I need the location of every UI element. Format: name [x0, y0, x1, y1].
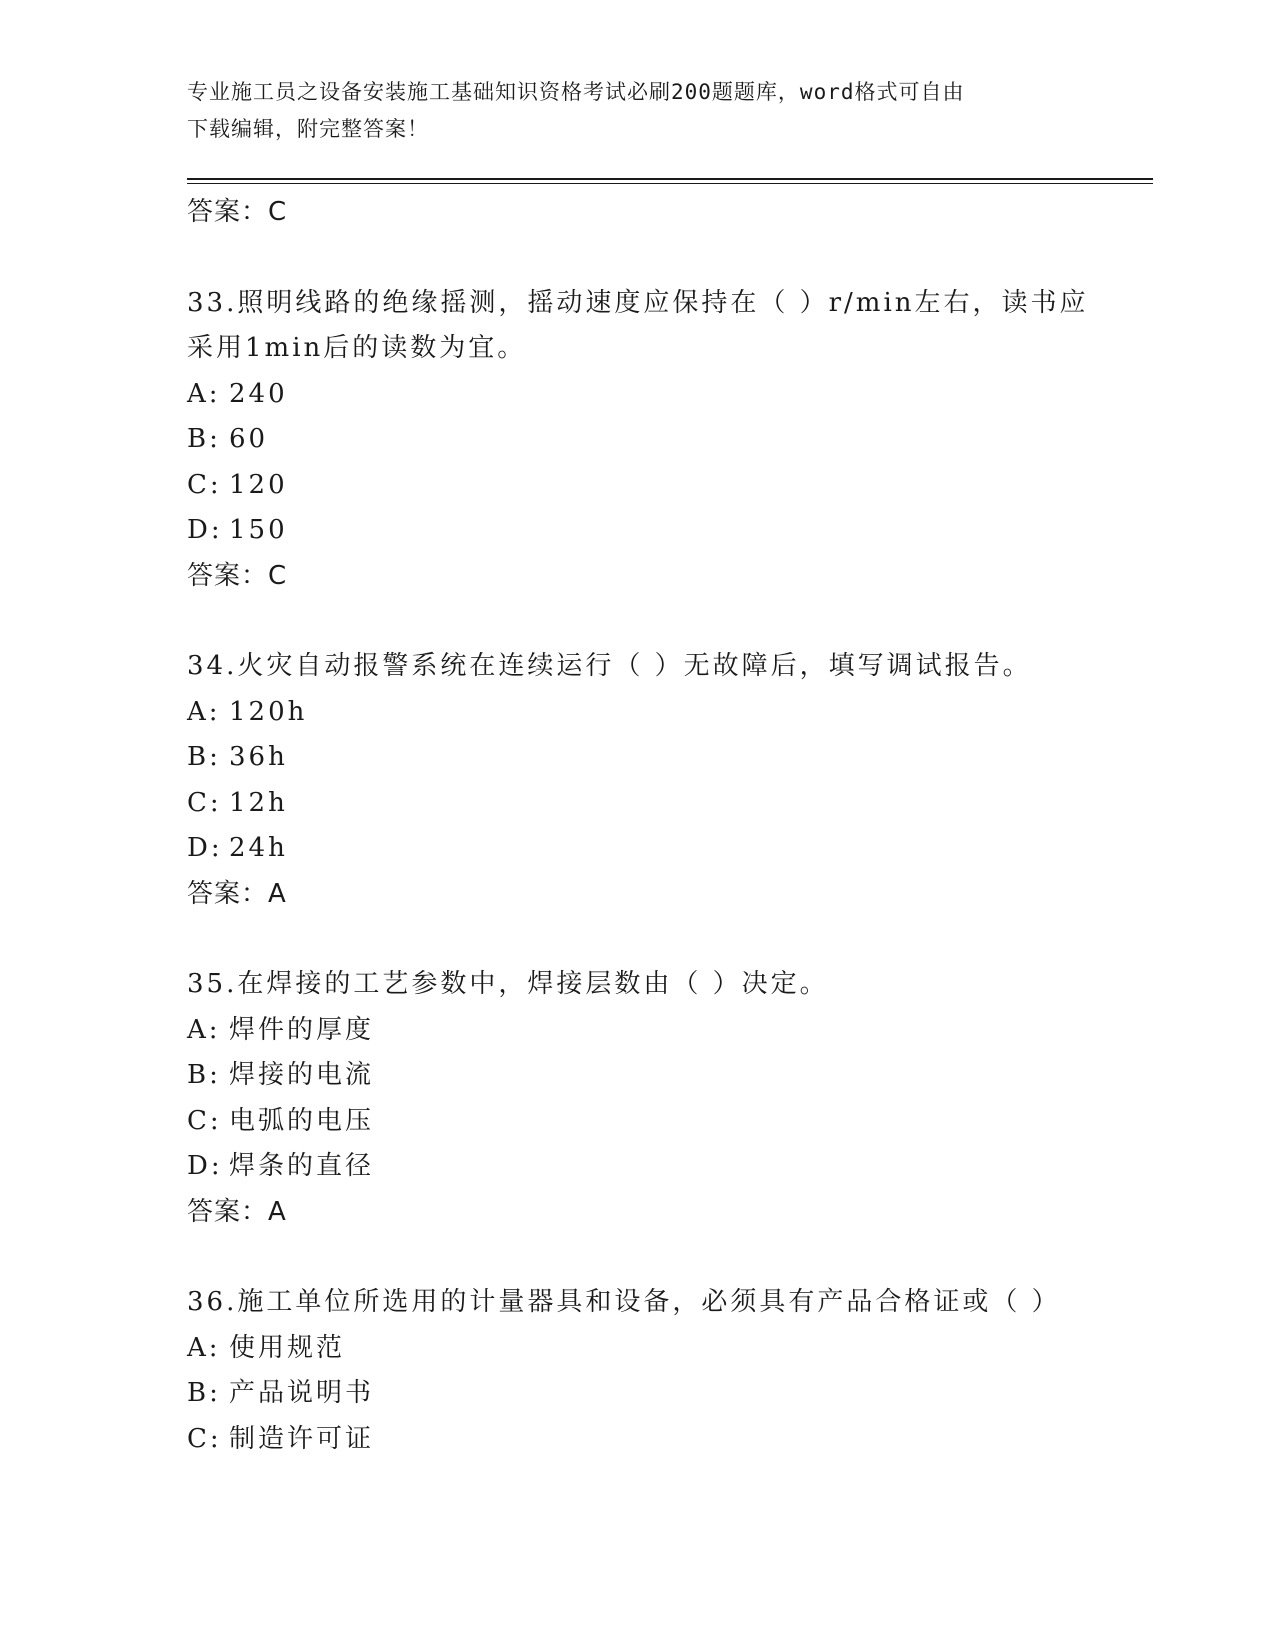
question-item [187, 1280, 1147, 1462]
option-d [187, 1144, 1147, 1190]
option-letter: B: [187, 424, 221, 454]
option-letter: D: [187, 515, 223, 545]
question-stem: 35.在焊接的工艺参数中，焊接层数由（ ）决定。 [187, 969, 829, 999]
option-text: 60 [229, 424, 269, 454]
answer-line: 答案：C [187, 197, 288, 227]
option-c [187, 1417, 1147, 1463]
header-line: 专业施工员之设备安装施工基础知识资格考试必刷200题题库，word格式可自由 [187, 80, 965, 104]
option-letter: A: [187, 1332, 221, 1363]
question-stem: 采用1min后的读数为宜。 [187, 333, 527, 363]
option-text: 12h [229, 787, 288, 818]
header-divider [187, 183, 1153, 184]
option-a [187, 690, 1147, 736]
header-line: 下载编辑，附完整答案！ [187, 117, 429, 141]
option-text: 150 [229, 515, 288, 545]
option-text: 120h [229, 696, 308, 727]
spacer [187, 236, 1147, 281]
option-text: 240 [229, 378, 288, 409]
option-letter: D: [187, 1151, 223, 1181]
option-text: 使用规范 [229, 1332, 346, 1363]
option-text: 焊条的直径 [229, 1151, 375, 1181]
option-letter: A: [187, 1014, 221, 1045]
option-letter: C: [187, 787, 222, 818]
option-letter: A: [187, 378, 221, 409]
option-c [187, 781, 1147, 827]
option-b [187, 417, 1147, 463]
option-letter: C: [187, 1105, 222, 1136]
question-item [187, 962, 1147, 1235]
option-letter: B: [187, 1378, 221, 1408]
document-header [187, 74, 1067, 148]
option-letter: C: [187, 1423, 222, 1454]
question-stem: 34.火灾自动报警系统在连续运行（ ）无故障后，填写调试报告。 [187, 651, 1032, 681]
option-letter: A: [187, 696, 221, 727]
option-a [187, 1326, 1147, 1372]
answer-line: 答案：A [187, 1196, 287, 1227]
spacer [187, 599, 1147, 644]
option-b [187, 735, 1147, 781]
question-stem: 33.照明线路的绝缘摇测，摇动速度应保持在（ ）r/min左右，读书应 [187, 287, 1089, 318]
option-text: 电弧的电压 [229, 1105, 375, 1136]
option-letter: B: [187, 1060, 221, 1090]
option-a [187, 1008, 1147, 1054]
option-letter: C: [187, 469, 222, 500]
option-text: 120 [229, 469, 288, 500]
option-text: 36h [229, 742, 288, 772]
answer-line: 答案：A [187, 878, 287, 909]
option-text: 焊接的电流 [229, 1060, 375, 1090]
option-c [187, 463, 1147, 509]
answer-line: 答案：C [187, 560, 288, 591]
option-letter: D: [187, 833, 223, 863]
question-item [187, 281, 1147, 600]
spacer [187, 1235, 1147, 1280]
option-text: 24h [229, 833, 288, 863]
option-b [187, 1371, 1147, 1417]
spacer [187, 917, 1147, 962]
option-d [187, 826, 1147, 872]
option-a [187, 372, 1147, 418]
question-stem: 36.施工单位所选用的计量器具和设备，必须具有产品合格证或（ ） [187, 1287, 1061, 1317]
option-c [187, 1099, 1147, 1145]
option-d [187, 508, 1147, 554]
question-item [187, 644, 1147, 917]
option-text: 焊件的厚度 [229, 1014, 375, 1045]
option-b [187, 1053, 1147, 1099]
question-list [187, 190, 1147, 1462]
header-divider [187, 178, 1153, 180]
option-text: 制造许可证 [229, 1423, 375, 1454]
option-letter: B: [187, 742, 221, 772]
option-text: 产品说明书 [229, 1378, 375, 1408]
